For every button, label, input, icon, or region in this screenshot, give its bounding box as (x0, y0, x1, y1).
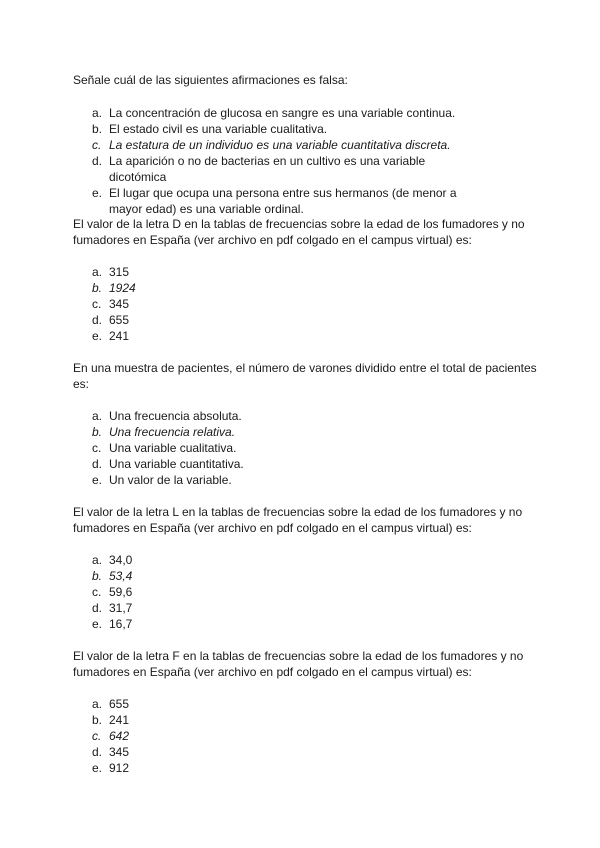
option-item (92, 185, 479, 217)
question-3 (73, 360, 543, 488)
question-stem: En una muestra de pacientes, el número de varones dividido entre el total de pacientes es: (73, 361, 537, 391)
option-letter: e. (92, 761, 103, 775)
option-letter: a. (92, 106, 103, 120)
option-letter: b. (92, 425, 103, 439)
option-item (92, 105, 479, 121)
option-item (92, 296, 479, 312)
option-letter: d. (92, 745, 103, 759)
option-item (92, 552, 479, 568)
option-item (92, 328, 479, 344)
option-letter: b. (92, 569, 103, 583)
option-item-correct (92, 728, 479, 744)
question-stem: El valor de la letra L en la tablas de frecuencias sobre la edad de los fumadores y no fumadores en España (ver archivo en pdf colgado en el campus virtual) es: (73, 505, 523, 535)
option-text: Un valor de la variable. (109, 473, 232, 487)
option-letter: a. (92, 265, 103, 279)
question-1 (73, 72, 543, 217)
option-item (92, 744, 479, 760)
option-item-correct (92, 424, 479, 440)
option-list (92, 696, 562, 776)
option-text: 912 (109, 761, 130, 775)
option-item (92, 456, 479, 472)
option-text: Una frecuencia absoluta. (109, 409, 242, 423)
question-stem: El valor de la letra F en la tablas de frecuencias sobre la edad de los fumadores y no fumadores en España (ver archivo en pdf colgado en el campus virtual) es: (73, 649, 524, 679)
question-5 (73, 648, 543, 776)
option-text: 31,7 (109, 601, 133, 615)
option-letter: d. (92, 313, 103, 327)
option-text: 655 (109, 697, 130, 711)
option-text: La concentración de glucosa en sangre es una variable continua. (109, 106, 456, 120)
option-letter: e. (92, 473, 103, 487)
option-letter: c. (92, 585, 102, 599)
option-letter: b. (92, 281, 103, 295)
option-item (92, 440, 479, 456)
option-letter: b. (92, 122, 103, 136)
option-text: 345 (109, 297, 130, 311)
option-letter: c. (92, 729, 102, 743)
option-text: 241 (109, 329, 130, 343)
option-letter: c. (92, 138, 102, 152)
option-text: 642 (109, 729, 130, 743)
option-text: Una variable cuantitativa. (109, 457, 244, 471)
option-item (92, 121, 479, 137)
option-letter: e. (92, 329, 103, 343)
option-item (92, 312, 479, 328)
option-text: 241 (109, 713, 130, 727)
option-text: 655 (109, 313, 130, 327)
option-text: 315 (109, 265, 130, 279)
option-item (92, 584, 479, 600)
option-text: 53,4 (109, 569, 133, 583)
option-item-correct (92, 137, 479, 153)
option-letter: c. (92, 297, 102, 311)
option-letter: a. (92, 553, 103, 567)
option-letter: d. (92, 457, 103, 471)
option-text: El estado civil es una variable cualitativa. (109, 122, 328, 136)
option-item (92, 712, 479, 728)
option-text: Una variable cualitativa. (109, 441, 237, 455)
option-text: Una frecuencia relativa. (109, 425, 236, 439)
option-letter: d. (92, 601, 103, 615)
option-letter: a. (92, 697, 103, 711)
option-text: 34,0 (109, 553, 133, 567)
option-text: 1924 (109, 281, 136, 295)
option-item (92, 696, 479, 712)
question-stem: Señale cuál de las siguientes afirmaciones es falsa: (73, 73, 348, 87)
option-item (92, 153, 479, 185)
option-item (92, 760, 479, 776)
option-text: La estatura de un individuo es una variable cuantitativa discreta. (109, 138, 451, 152)
option-text: La aparición o no de bacterias en un cultivo es una variable dicotómica (109, 154, 426, 184)
option-list (92, 408, 562, 488)
option-letter: a. (92, 409, 103, 423)
question-stem: El valor de la letra D en la tablas de frecuencias sobre la edad de los fumadores y no fumadores en España (ver archivo en pdf colgado en el campus virtual) es: (73, 217, 525, 247)
option-letter: e. (92, 617, 103, 631)
option-text: 16,7 (109, 617, 133, 631)
option-item (92, 600, 479, 616)
option-text: 345 (109, 745, 130, 759)
option-text: El lugar que ocupa una persona entre sus hermanos (de menor a mayor edad) es una variable ordinal. (109, 186, 457, 216)
option-list (92, 105, 562, 217)
option-list (92, 264, 562, 344)
option-item-correct (92, 568, 479, 584)
question-2 (73, 216, 543, 344)
option-item (92, 264, 479, 280)
option-letter: d. (92, 154, 103, 168)
option-item (92, 472, 479, 488)
option-item (92, 616, 479, 632)
option-letter: b. (92, 713, 103, 727)
option-letter: e. (92, 186, 103, 200)
option-text: 59,6 (109, 585, 133, 599)
option-item-correct (92, 280, 479, 296)
option-item (92, 408, 479, 424)
option-list (92, 552, 562, 632)
question-4 (73, 504, 543, 632)
option-letter: c. (92, 441, 102, 455)
